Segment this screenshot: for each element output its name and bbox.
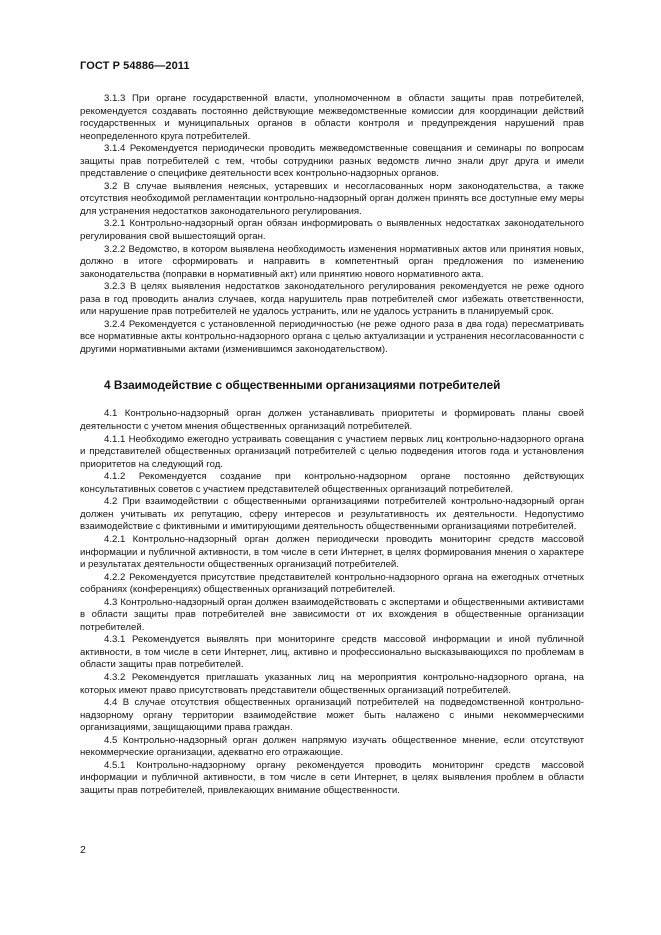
paragraph-4-4: 4.4 В случае отсутствия общественных организаций потребителей на подведомственной контрольно-надзорному органу территории взаимодействие может быть налажено с иными некоммерческими организациями, защищающими права граждан. (80, 697, 584, 734)
paragraph-4-2: 4.2 При взаимодействии с общественными организациями потребителей контрольно-надзорный орган должен учитывать их репутацию, сферу интересов и результативность их деятельности. Недопустимо взаимодействие с фиктивными и имитирующими деятельность общественными организациями потребителей. (80, 496, 584, 533)
paragraph-4-3-2: 4.3.2 Рекомендуется приглашать указанных лиц на мероприятия контрольно-надзорного органа, на которых имеют право присутствовать представители общественных организаций потребителей. (80, 671, 584, 696)
paragraph-4-3: 4.3 Контрольно-надзорный орган должен взаимодействовать с экспертами и общественными активистами в области защиты прав потребителей вне зависимости от их вхождения в общественные организации потребителей. (80, 596, 584, 633)
page-number: 2 (80, 844, 86, 856)
paragraph-4-2-2: 4.2.2 Рекомендуется присутствие представителей контрольно-надзорного органа на ежегодных отчетных собраниях (конференциях) общественных организаций потребителей. (80, 571, 584, 596)
paragraph-4-2-1: 4.2.1 Контрольно-надзорный орган должен периодически проводить мониторинг средств массовой информации и публичной активности, в том числе в сети Интернет, в целях формирования мнения о характере и результатах деятельности общественных организаций потребителей. (80, 533, 584, 571)
document-header: ГОСТ Р 54886—2011 (80, 60, 190, 72)
paragraph-3-2-1: 3.2.1 Контрольно-надзорный орган обязан информировать о выявленных недостатках законодательного регулирования свой вышестоящий орган. (80, 218, 584, 243)
section-heading: 4 Взаимодействие с общественными организациями потребителей (104, 378, 501, 393)
paragraph-4-5: 4.5 Контрольно-надзорный орган должен напрямую изучать общественное мнение, если отсутствуют некоммерческие организации, адекватно его отражающие. (80, 734, 584, 759)
paragraph-4-1-2: 4.1.2 Рекомендуется создание при контрольно-надзорном органе постоянно действующих консультативных советов с участием представителей общественных организаций потребителей. (80, 471, 584, 495)
paragraph-3-2: 3.2 В случае выявления неясных, устаревших и несогласованных норм законодательства, а также отсутствия необходимой регламентации контрольно-надзорный орган должен принять все доступные ему меры для устранения недостатков законодательного регулирования. (80, 180, 584, 217)
paragraph-4-3-1: 4.3.1 Рекомендуется выявлять при мониторинге средств массовой информации и иной публичной активности, в том числе в сети Интернет, лиц, активно и профессионально высказывающихся по проблемам в области защиты прав потребителей. (80, 634, 584, 671)
paragraph-4-1-1: 4.1.1 Необходимо ежегодно устраивать совещания с участием первых лиц контрольно-надзорного органа и представителей общественных организаций потребителей с целью подведения итогов года и установления приоритетов на следующий год. (80, 433, 584, 470)
paragraph-3-1-4: 3.1.4 Рекомендуется периодически проводить межведомственные совещания и семинары по вопросам защиты прав потребителей с тем, чтобы сотрудники разных ведомств лично знали друг друга и имели представление о специфике деятельности всех контрольно-надзорных органов. (80, 143, 584, 180)
paragraph-3-2-2: 3.2.2 Ведомство, в котором выявлена необходимость изменения нормативных актов или принятия новых, должно в итоге сформировать и направить в компетентный орган предложения по изменению законодательства (поправки в нормативный акт) или принятию нового нормативного акта. (80, 243, 584, 280)
paragraph-3-2-3: 3.2.3 В целях выявления недостатков законодательного регулирования рекомендуется не реже одного раза в год проводить анализ случаев, когда нарушитель прав потребителей смог избежать ответственности, или нарушение прав потребителей не удалось устранить, или не удалось устранить в планируемый срок. (80, 281, 584, 318)
paragraph-3-2-4: 3.2.4 Рекомендуется с установленной периодичностью (не реже одного раза в два года) пересматривать все нормативные акты контрольно-надзорного органа с целью актуализации и устранения несогласованности с другими нормативными актами (изменившимся законодательством). (80, 318, 584, 355)
paragraph-3-1-3: 3.1.3 При органе государственной власти, уполномоченном в области защиты прав потребителей, рекомендуется создавать постоянно действующие межведомственные комиссии для координации действий государственных и муниципальных органов в области контроля и предупреждения нарушений прав неопределенного круга потребителей. (80, 93, 584, 142)
paragraph-4-5-1: 4.5.1 Контрольно-надзорному органу рекомендуется проводить мониторинг средств массовой информации и публичной активности, в том числе в сети Интернет, в целях выявления проблем в области защиты прав потребителей, привлекающих внимание общественности. (80, 759, 584, 796)
body-text (80, 93, 584, 797)
paragraph-4-1: 4.1 Контрольно-надзорный орган должен устанавливать приоритеты и формировать планы своей деятельности с учетом мнения общественных организаций потребителей. (80, 408, 584, 433)
